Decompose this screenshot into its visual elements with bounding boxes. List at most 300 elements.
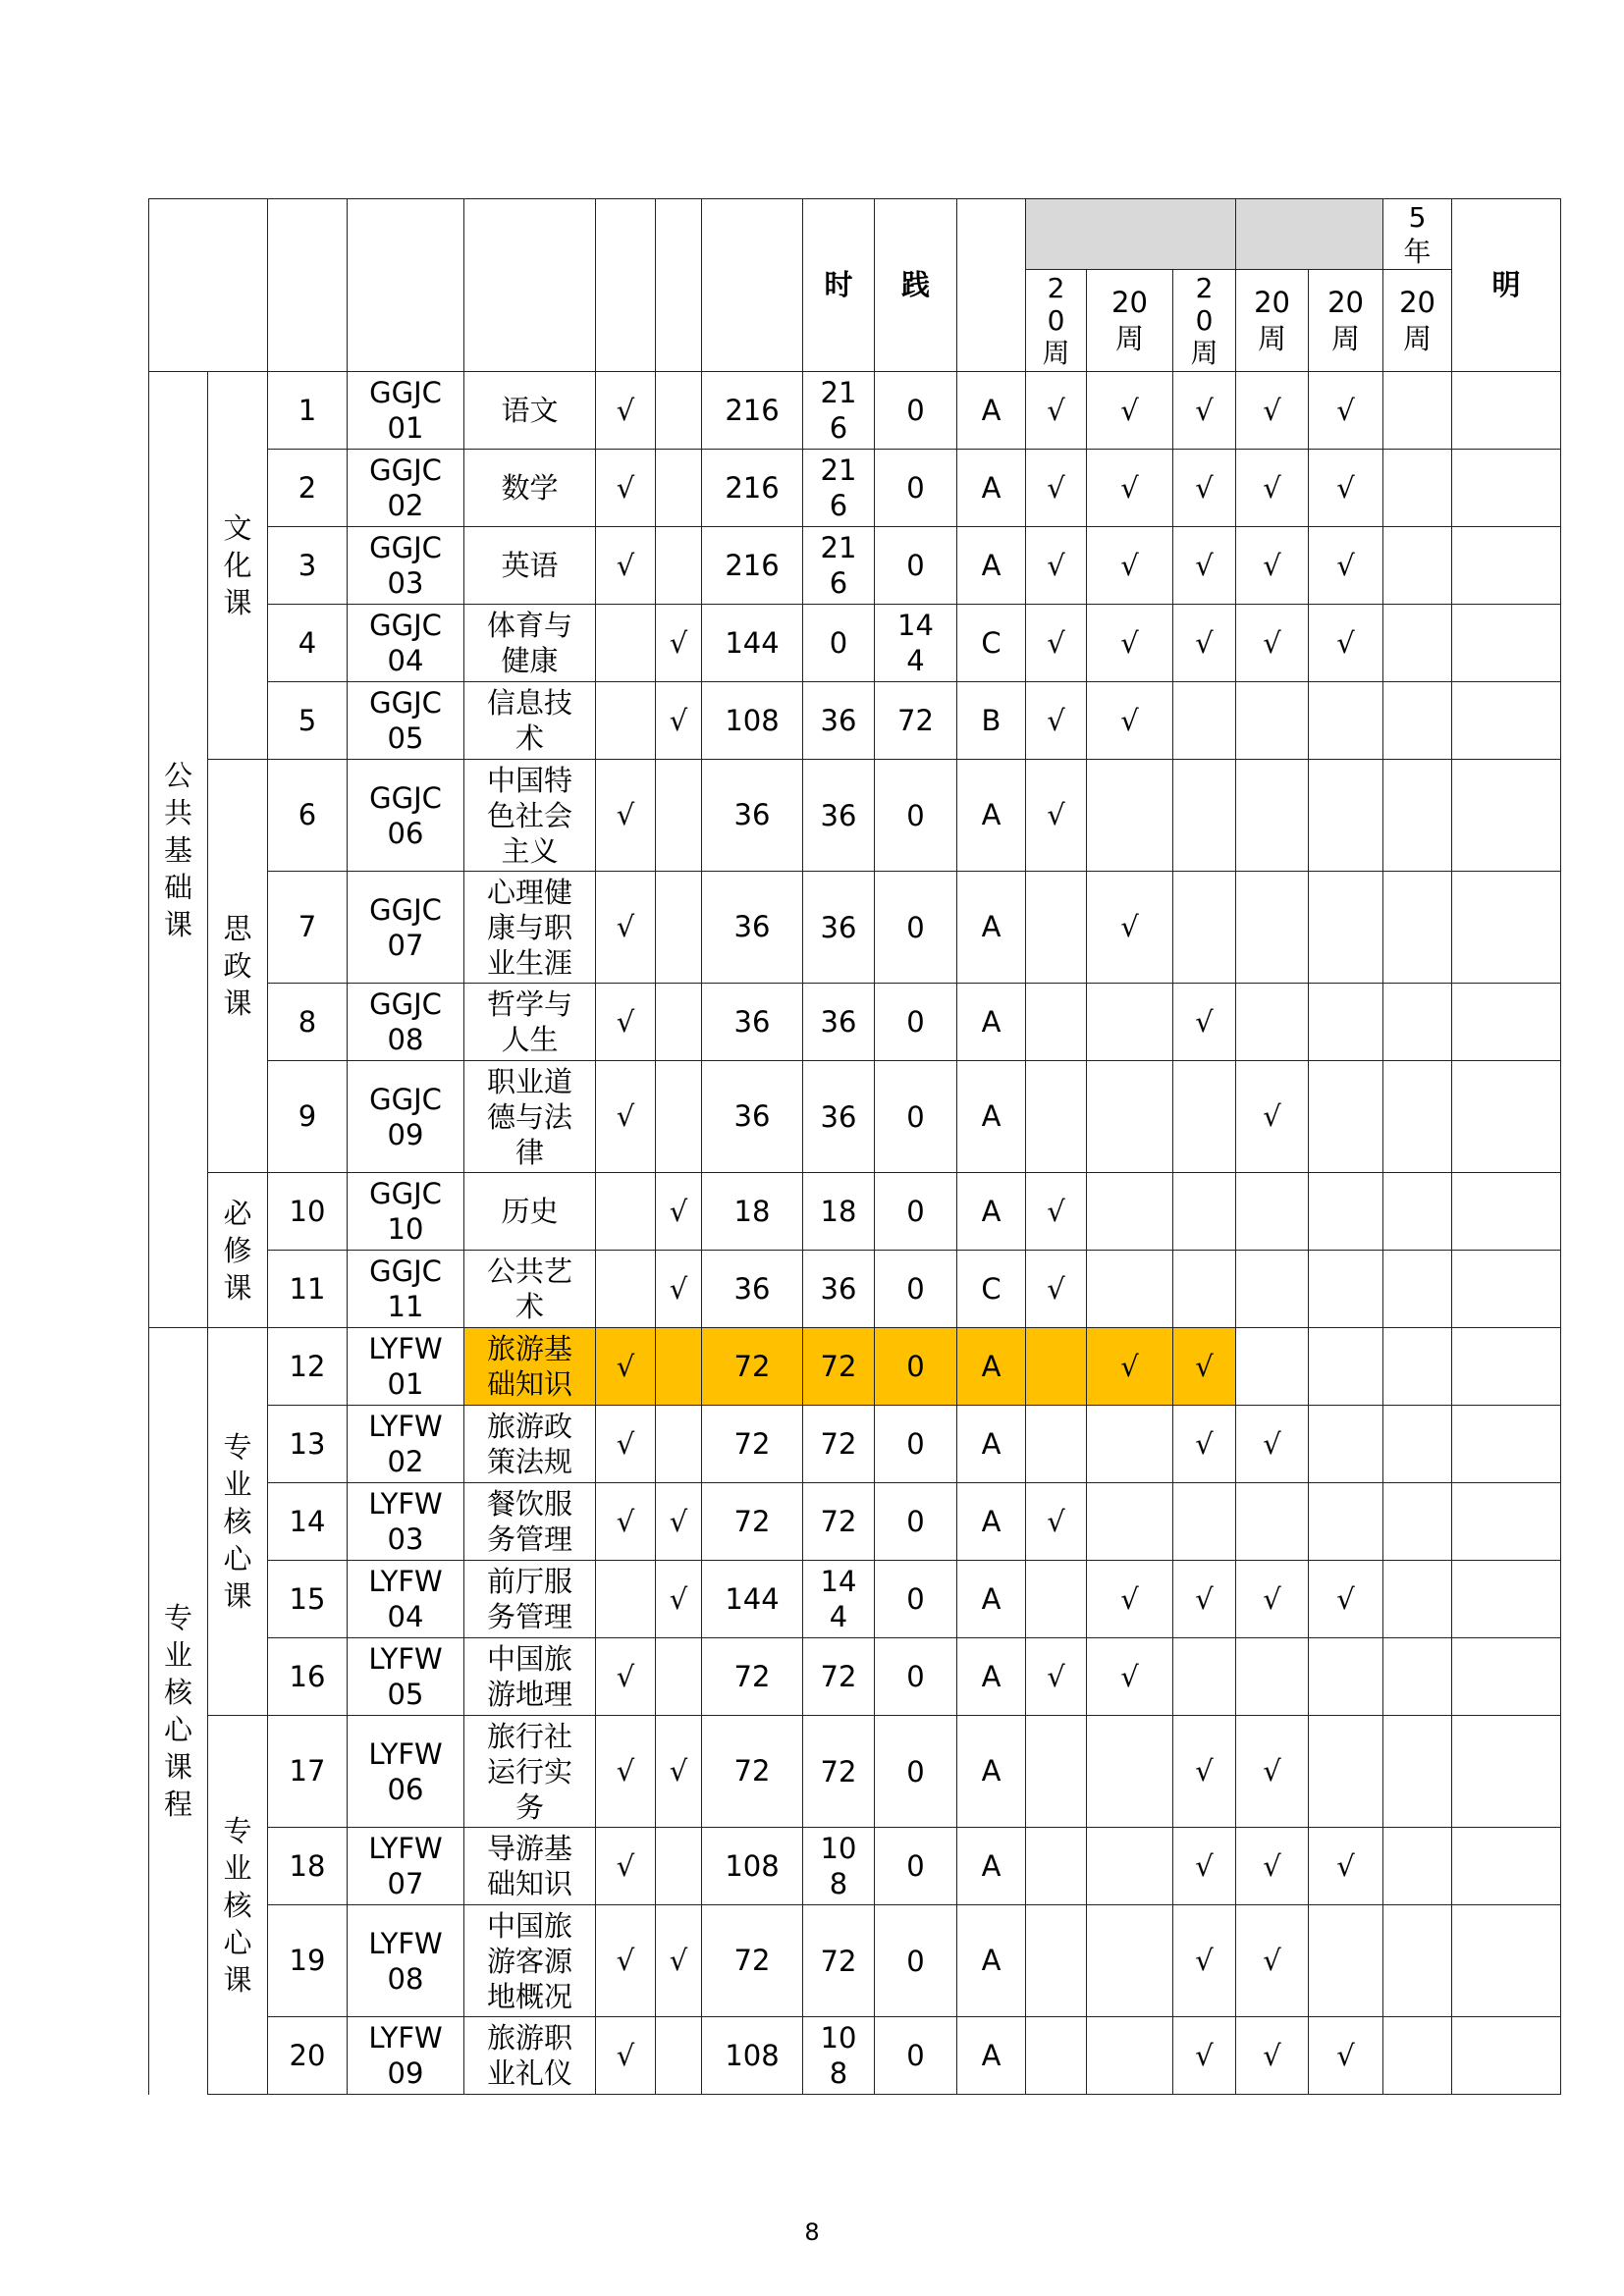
total-hours: 72	[702, 1716, 803, 1828]
note-cell	[1452, 760, 1561, 872]
col-mark-1	[596, 1173, 656, 1251]
header-year-1	[1026, 199, 1236, 270]
semester-4-mark	[1236, 984, 1309, 1061]
course-no: 13	[268, 1406, 348, 1483]
total-hours: 72	[702, 1638, 803, 1716]
semester-6-mark	[1383, 1828, 1452, 1905]
total-hours: 36	[702, 872, 803, 984]
course-name: 语文	[464, 372, 596, 450]
semester-6-mark	[1383, 1328, 1452, 1406]
course-code: GGJC 04	[348, 605, 464, 682]
semester-1-mark: √	[1026, 1638, 1087, 1716]
practice-hours: 0	[875, 1251, 957, 1328]
semester-3-mark	[1173, 760, 1236, 872]
course-code: LYFW 09	[348, 2017, 464, 2095]
course-name: 哲学与 人生	[464, 984, 596, 1061]
semester-2-mark: √	[1087, 527, 1173, 605]
course-type: A	[957, 527, 1026, 605]
course-code: GGJC 05	[348, 682, 464, 760]
practice-hours: 0	[875, 2017, 957, 2095]
header-year-2	[1236, 199, 1383, 270]
note-cell	[1452, 1561, 1561, 1638]
col-mark-1: √	[596, 1638, 656, 1716]
total-hours: 36	[702, 760, 803, 872]
course-name: 导游基 础知识	[464, 1828, 596, 1905]
course-code: LYFW 07	[348, 1828, 464, 1905]
course-type: A	[957, 1483, 1026, 1561]
semester-2-mark: √	[1087, 1561, 1173, 1638]
theory-hours: 0	[803, 605, 875, 682]
practice-hours: 14 4	[875, 605, 957, 682]
col-mark-1: √	[596, 760, 656, 872]
course-name: 中国特 色社会 主义	[464, 760, 596, 872]
theory-hours: 21 6	[803, 450, 875, 527]
semester-2-mark	[1087, 1251, 1173, 1328]
theory-hours: 36	[803, 872, 875, 984]
semester-3-mark: √	[1173, 1905, 1236, 2017]
course-no: 16	[268, 1638, 348, 1716]
course-no: 18	[268, 1828, 348, 1905]
total-hours: 216	[702, 372, 803, 450]
header-theory: 时	[803, 199, 875, 372]
group-label-gonggong: 公 共 基 础 课	[149, 372, 208, 1328]
header-blank-type	[957, 199, 1026, 372]
course-no: 10	[268, 1173, 348, 1251]
col-mark-1: √	[596, 1828, 656, 1905]
practice-hours: 0	[875, 1061, 957, 1173]
semester-5-mark: √	[1309, 450, 1383, 527]
semester-6-mark	[1383, 1905, 1452, 2017]
semester-1-mark	[1026, 1061, 1087, 1173]
col-mark-1: √	[596, 984, 656, 1061]
table-row	[149, 682, 1561, 760]
semester-3-mark	[1173, 1173, 1236, 1251]
semester-3-mark	[1173, 1483, 1236, 1561]
total-hours: 72	[702, 1483, 803, 1561]
practice-hours: 0	[875, 1638, 957, 1716]
semester-2-mark: √	[1087, 450, 1173, 527]
semester-6-mark	[1383, 372, 1452, 450]
practice-hours: 0	[875, 450, 957, 527]
semester-6-mark	[1383, 1406, 1452, 1483]
course-no: 15	[268, 1561, 348, 1638]
note-cell	[1452, 1638, 1561, 1716]
semester-4-mark: √	[1236, 1828, 1309, 1905]
semester-3-mark: √	[1173, 372, 1236, 450]
theory-hours: 36	[803, 682, 875, 760]
semester-1-mark: √	[1026, 450, 1087, 527]
table-row	[149, 1173, 1561, 1251]
course-name: 信息技 术	[464, 682, 596, 760]
note-cell	[1452, 527, 1561, 605]
col-mark-2	[656, 2017, 702, 2095]
semester-5-mark	[1309, 872, 1383, 984]
course-no: 19	[268, 1905, 348, 2017]
course-code: LYFW 05	[348, 1638, 464, 1716]
course-code: GGJC 08	[348, 984, 464, 1061]
semester-6-mark	[1383, 760, 1452, 872]
course-code: GGJC 02	[348, 450, 464, 527]
col-mark-2: √	[656, 1483, 702, 1561]
col-mark-2	[656, 527, 702, 605]
semester-6-mark	[1383, 1251, 1452, 1328]
col-mark-1	[596, 1561, 656, 1638]
note-cell	[1452, 2017, 1561, 2095]
course-name: 历史	[464, 1173, 596, 1251]
table-row	[149, 527, 1561, 605]
course-type: A	[957, 1406, 1026, 1483]
practice-hours: 0	[875, 760, 957, 872]
practice-hours: 0	[875, 1173, 957, 1251]
header-practice: 践	[875, 199, 957, 372]
semester-4-mark	[1236, 1328, 1309, 1406]
semester-3-mark	[1173, 1061, 1236, 1173]
course-no: 20	[268, 2017, 348, 2095]
theory-hours: 72	[803, 1905, 875, 2017]
col-mark-1: √	[596, 1716, 656, 1828]
course-type: A	[957, 1328, 1026, 1406]
semester-2-mark	[1087, 1716, 1173, 1828]
semester-5-mark	[1309, 682, 1383, 760]
semester-3-mark: √	[1173, 1406, 1236, 1483]
semester-5-mark	[1309, 1251, 1383, 1328]
note-cell	[1452, 605, 1561, 682]
semester-6-mark	[1383, 872, 1452, 984]
total-hours: 36	[702, 984, 803, 1061]
header-blank-name	[464, 199, 596, 372]
course-no: 12	[268, 1328, 348, 1406]
semester-4-mark: √	[1236, 1716, 1309, 1828]
total-hours: 108	[702, 682, 803, 760]
course-no: 14	[268, 1483, 348, 1561]
header-year-5: 5 年	[1383, 199, 1452, 270]
col-mark-1: √	[596, 527, 656, 605]
table-row	[149, 1061, 1561, 1173]
course-name: 前厅服 务管理	[464, 1561, 596, 1638]
semester-4-mark	[1236, 682, 1309, 760]
semester-5-mark	[1309, 984, 1383, 1061]
course-code: LYFW 06	[348, 1716, 464, 1828]
note-cell	[1452, 1905, 1561, 2017]
semester-5-mark	[1309, 1061, 1383, 1173]
theory-hours: 21 6	[803, 372, 875, 450]
col-mark-2	[656, 1406, 702, 1483]
note-cell	[1452, 450, 1561, 527]
col-mark-1: √	[596, 1406, 656, 1483]
semester-1-mark: √	[1026, 1251, 1087, 1328]
semester-6-mark	[1383, 984, 1452, 1061]
semester-3-mark: √	[1173, 2017, 1236, 2095]
course-code: GGJC 10	[348, 1173, 464, 1251]
course-code: GGJC 03	[348, 527, 464, 605]
semester-4-mark	[1236, 872, 1309, 984]
semester-3-mark: √	[1173, 527, 1236, 605]
total-hours: 72	[702, 1905, 803, 2017]
semester-1-mark: √	[1026, 527, 1087, 605]
semester-4-mark: √	[1236, 527, 1309, 605]
semester-4-mark	[1236, 1483, 1309, 1561]
course-code: GGJC 09	[348, 1061, 464, 1173]
semester-5-mark	[1309, 760, 1383, 872]
semester-5-mark	[1309, 1406, 1383, 1483]
note-cell	[1452, 1061, 1561, 1173]
semester-2-mark	[1087, 1061, 1173, 1173]
course-type: B	[957, 682, 1026, 760]
note-cell	[1452, 1828, 1561, 1905]
practice-hours: 0	[875, 1483, 957, 1561]
semester-4-mark: √	[1236, 372, 1309, 450]
semester-4-mark	[1236, 760, 1309, 872]
table-row	[149, 1328, 1561, 1406]
theory-hours: 18	[803, 1173, 875, 1251]
header-weeks-6: 20 周	[1383, 270, 1452, 372]
semester-6-mark	[1383, 1483, 1452, 1561]
semester-1-mark	[1026, 1406, 1087, 1483]
semester-1-mark	[1026, 1328, 1087, 1406]
course-type: A	[957, 1828, 1026, 1905]
semester-3-mark	[1173, 872, 1236, 984]
course-no: 7	[268, 872, 348, 984]
note-cell	[1452, 1406, 1561, 1483]
header-blank-category	[149, 199, 268, 372]
semester-5-mark: √	[1309, 605, 1383, 682]
table-row	[149, 872, 1561, 984]
col-mark-1: √	[596, 1328, 656, 1406]
course-code: GGJC 06	[348, 760, 464, 872]
theory-hours: 10 8	[803, 2017, 875, 2095]
course-code: LYFW 08	[348, 1905, 464, 2017]
col-mark-2	[656, 1061, 702, 1173]
practice-hours: 0	[875, 1828, 957, 1905]
semester-3-mark: √	[1173, 984, 1236, 1061]
practice-hours: 0	[875, 984, 957, 1061]
col-mark-2: √	[656, 1561, 702, 1638]
semester-2-mark	[1087, 1483, 1173, 1561]
note-cell	[1452, 1716, 1561, 1828]
col-mark-1	[596, 682, 656, 760]
semester-1-mark	[1026, 1716, 1087, 1828]
header-blank-code	[348, 199, 464, 372]
total-hours: 18	[702, 1173, 803, 1251]
semester-6-mark	[1383, 1638, 1452, 1716]
course-no: 1	[268, 372, 348, 450]
semester-1-mark: √	[1026, 605, 1087, 682]
semester-5-mark	[1309, 1328, 1383, 1406]
col-mark-1: √	[596, 2017, 656, 2095]
semester-5-mark: √	[1309, 527, 1383, 605]
practice-hours: 0	[875, 1406, 957, 1483]
note-cell	[1452, 1251, 1561, 1328]
course-no: 9	[268, 1061, 348, 1173]
table-row	[149, 1905, 1561, 2017]
semester-1-mark	[1026, 984, 1087, 1061]
semester-2-mark: √	[1087, 1328, 1173, 1406]
theory-hours: 14 4	[803, 1561, 875, 1638]
semester-1-mark	[1026, 1905, 1087, 2017]
col-mark-1: √	[596, 372, 656, 450]
semester-5-mark: √	[1309, 1561, 1383, 1638]
semester-2-mark	[1087, 1828, 1173, 1905]
semester-5-mark	[1309, 1638, 1383, 1716]
course-no: 2	[268, 450, 348, 527]
semester-5-mark: √	[1309, 1828, 1383, 1905]
course-code: LYFW 02	[348, 1406, 464, 1483]
semester-2-mark: √	[1087, 605, 1173, 682]
course-name: 中国旅 游客源 地概况	[464, 1905, 596, 2017]
note-cell	[1452, 1483, 1561, 1561]
semester-5-mark	[1309, 1716, 1383, 1828]
semester-2-mark	[1087, 1905, 1173, 2017]
course-name: 旅游职 业礼仪	[464, 2017, 596, 2095]
note-cell	[1452, 1328, 1561, 1406]
semester-1-mark	[1026, 872, 1087, 984]
col-mark-2	[656, 984, 702, 1061]
course-type: A	[957, 1905, 1026, 2017]
semester-2-mark	[1087, 2017, 1173, 2095]
header-weeks-1: 2 0 周	[1026, 270, 1087, 372]
course-type: A	[957, 984, 1026, 1061]
course-type: A	[957, 1638, 1026, 1716]
semester-6-mark	[1383, 2017, 1452, 2095]
practice-hours: 0	[875, 1328, 957, 1406]
col-mark-2: √	[656, 682, 702, 760]
col-mark-2	[656, 1638, 702, 1716]
course-name: 英语	[464, 527, 596, 605]
col-mark-2	[656, 760, 702, 872]
semester-4-mark	[1236, 1173, 1309, 1251]
semester-3-mark: √	[1173, 1328, 1236, 1406]
practice-hours: 0	[875, 1905, 957, 2017]
header-blank-total	[702, 199, 803, 372]
col-mark-1	[596, 1251, 656, 1328]
course-name: 旅游基 础知识	[464, 1328, 596, 1406]
table-row	[149, 1406, 1561, 1483]
col-mark-2: √	[656, 605, 702, 682]
theory-hours: 72	[803, 1483, 875, 1561]
course-type: A	[957, 1561, 1026, 1638]
course-type: A	[957, 372, 1026, 450]
semester-3-mark: √	[1173, 1561, 1236, 1638]
col-mark-2: √	[656, 1905, 702, 2017]
header-weeks-2: 20 周	[1087, 270, 1173, 372]
semester-6-mark	[1383, 1173, 1452, 1251]
practice-hours: 0	[875, 872, 957, 984]
col-mark-2	[656, 450, 702, 527]
course-name: 公共艺 术	[464, 1251, 596, 1328]
table-row	[149, 450, 1561, 527]
col-mark-2	[656, 872, 702, 984]
note-cell	[1452, 682, 1561, 760]
semester-1-mark: √	[1026, 682, 1087, 760]
group-label-bixiu: 必 修 课	[208, 1173, 268, 1328]
total-hours: 216	[702, 527, 803, 605]
table-row	[149, 1251, 1561, 1328]
col-mark-1: √	[596, 450, 656, 527]
course-type: A	[957, 2017, 1026, 2095]
theory-hours: 72	[803, 1716, 875, 1828]
col-mark-1: √	[596, 1061, 656, 1173]
semester-2-mark	[1087, 1406, 1173, 1483]
table-row	[149, 1828, 1561, 1905]
theory-hours: 21 6	[803, 527, 875, 605]
col-mark-1: √	[596, 1905, 656, 2017]
col-mark-2: √	[656, 1251, 702, 1328]
semester-1-mark	[1026, 2017, 1087, 2095]
course-no: 4	[268, 605, 348, 682]
semester-4-mark: √	[1236, 1561, 1309, 1638]
semester-2-mark	[1087, 760, 1173, 872]
total-hours: 144	[702, 605, 803, 682]
note-cell	[1452, 1173, 1561, 1251]
semester-3-mark: √	[1173, 1828, 1236, 1905]
group-label-zhuanye_outer: 专 业 核 心 课 程	[149, 1328, 208, 2095]
col-mark-1	[596, 605, 656, 682]
semester-5-mark	[1309, 1905, 1383, 2017]
table-row	[149, 760, 1561, 872]
course-type: C	[957, 1251, 1026, 1328]
header-blank-c2	[656, 199, 702, 372]
semester-2-mark: √	[1087, 872, 1173, 984]
theory-hours: 72	[803, 1638, 875, 1716]
course-name: 中国旅 游地理	[464, 1638, 596, 1716]
course-plan-table	[148, 198, 1561, 2095]
semester-2-mark: √	[1087, 682, 1173, 760]
course-name: 心理健 康与职 业生涯	[464, 872, 596, 984]
semester-1-mark: √	[1026, 372, 1087, 450]
col-mark-1: √	[596, 872, 656, 984]
practice-hours: 0	[875, 1561, 957, 1638]
semester-4-mark: √	[1236, 1061, 1309, 1173]
col-mark-2	[656, 1828, 702, 1905]
semester-6-mark	[1383, 1561, 1452, 1638]
total-hours: 36	[702, 1251, 803, 1328]
semester-3-mark: √	[1173, 1716, 1236, 1828]
course-code: LYFW 01	[348, 1328, 464, 1406]
total-hours: 216	[702, 450, 803, 527]
header-blank-c1	[596, 199, 656, 372]
total-hours: 72	[702, 1406, 803, 1483]
total-hours: 36	[702, 1061, 803, 1173]
semester-6-mark	[1383, 1061, 1452, 1173]
course-name: 数学	[464, 450, 596, 527]
semester-6-mark	[1383, 527, 1452, 605]
col-mark-2: √	[656, 1173, 702, 1251]
note-cell	[1452, 372, 1561, 450]
table-row	[149, 1561, 1561, 1638]
semester-2-mark	[1087, 1173, 1173, 1251]
course-name: 餐饮服 务管理	[464, 1483, 596, 1561]
course-name: 体育与 健康	[464, 605, 596, 682]
course-code: GGJC 01	[348, 372, 464, 450]
semester-1-mark	[1026, 1561, 1087, 1638]
theory-hours: 36	[803, 1251, 875, 1328]
course-code: GGJC 07	[348, 872, 464, 984]
theory-hours: 36	[803, 1061, 875, 1173]
semester-3-mark	[1173, 1251, 1236, 1328]
group-label-zhuanye_a: 专 业 核 心 课	[208, 1328, 268, 1716]
semester-4-mark: √	[1236, 2017, 1309, 2095]
theory-hours: 36	[803, 984, 875, 1061]
col-mark-2	[656, 372, 702, 450]
header-weeks-5: 20 周	[1309, 270, 1383, 372]
course-no: 8	[268, 984, 348, 1061]
semester-4-mark	[1236, 1251, 1309, 1328]
col-mark-1: √	[596, 1483, 656, 1561]
semester-5-mark: √	[1309, 2017, 1383, 2095]
course-type: A	[957, 1173, 1026, 1251]
semester-5-mark: √	[1309, 372, 1383, 450]
semester-2-mark: √	[1087, 1638, 1173, 1716]
